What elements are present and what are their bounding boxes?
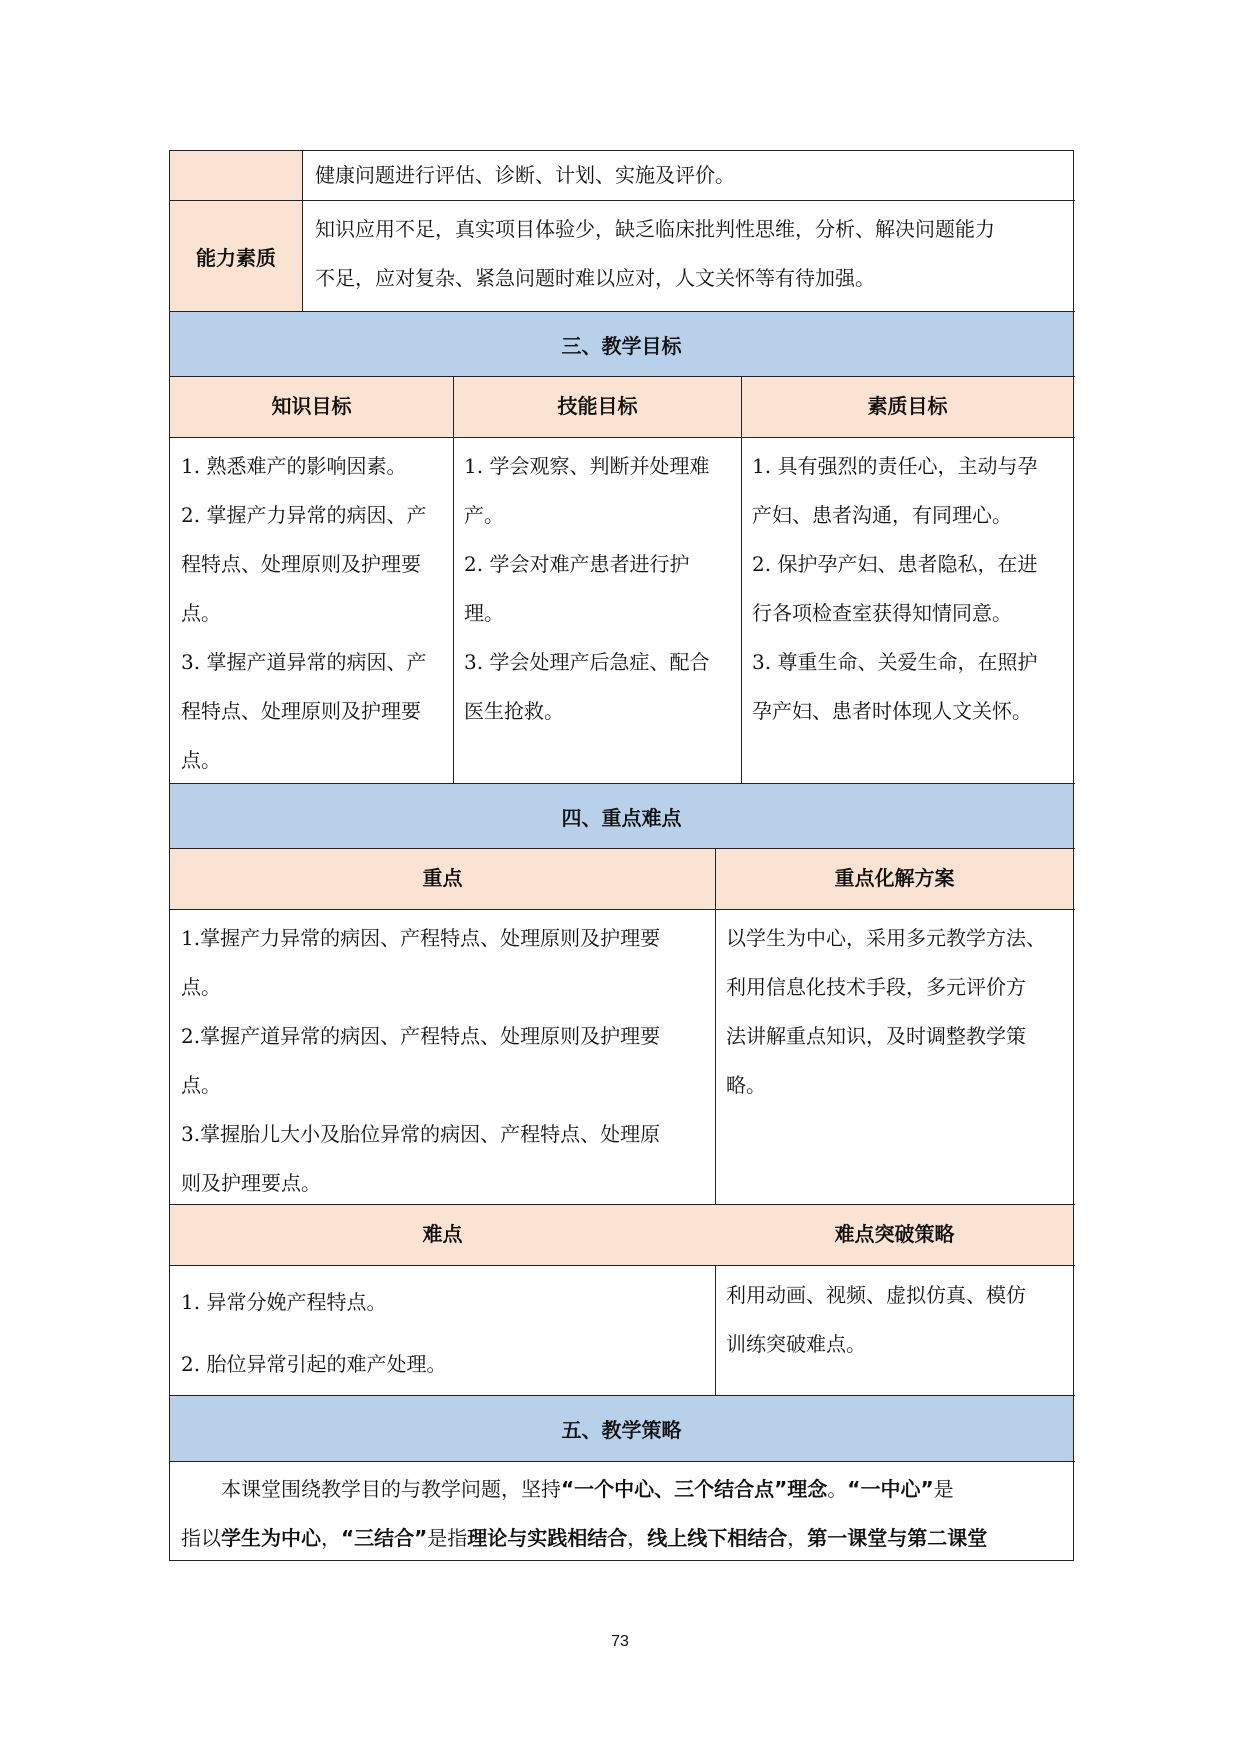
quality-goal-list: 1. 具有强烈的责任心，主动与孕 产妇、患者沟通，有同理心。 2. 保护孕产妇、患者隐私，在进 行各项检查室获得知情同意。 3. 尊重生命、关爱生命，在照护 孕产妇、患者时体现人文关怀。 <box>752 454 1038 723</box>
skill-goal-header: 技能目标 <box>557 393 638 418</box>
difficult-points-header: 难点 <box>422 1221 463 1246</box>
key-points-list: 1.掌握产力异常的病因、产程特点、处理原则及护理要 点。 2.掌握产道异常的病因、产程特点、处理原则及护理要 点。 3.掌握胎儿大小及胎位异常的病因、产程特点、处理原 则及护理要点。 <box>181 926 661 1195</box>
continuation-text: 健康问题进行评估、诊断、计划、实施及评价。 <box>315 163 735 187</box>
key-points-header: 重点 <box>422 865 463 890</box>
section5-title: 五、教学策略 <box>561 1418 682 1442</box>
ability-text: 知识应用不足，真实项目体验少，缺乏临床批判性思维，分析、解决问题能力 不足，应对复杂、紧急问题时难以应对，人文关怀等有待加强。 <box>315 217 995 290</box>
knowledge-goal-header: 知识目标 <box>271 393 352 418</box>
teaching-strategy-paragraph: 本课堂围绕教学目的与教学问题，坚持“一个中心、三个结合点”理念。“一中心”是 指以学生为中心，“三结合”是指理论与实践相结合，线上线下相结合，第一课堂与第二课堂 <box>181 1477 988 1550</box>
quality-goal-header: 素质目标 <box>867 393 948 418</box>
key-solution-header: 重点化解方案 <box>834 865 955 890</box>
empty-label-cell <box>170 151 302 200</box>
lesson-plan-table <box>169 150 1074 1561</box>
page-number: 73 <box>611 1633 629 1650</box>
difficult-strategy-header: 难点突破策略 <box>834 1221 955 1246</box>
section3-title: 三、教学目标 <box>561 333 682 358</box>
section4-title: 四、重点难点 <box>561 805 682 830</box>
difficult-points-list: 1. 异常分娩产程特点。 2. 胎位异常引起的难产处理。 <box>181 1290 447 1376</box>
key-solution-text: 以学生为中心，采用多元教学方法、 利用信息化技术手段，多元评价方 法讲解重点知识，及时调整教学策 略。 <box>726 926 1046 1097</box>
ability-label: 能力素质 <box>196 245 276 270</box>
skill-goal-list: 1. 学会观察、判断并处理难 产。 2. 学会对难产患者进行护 理。 3. 学会处理产后急症、配合 医生抢救。 <box>464 454 710 723</box>
difficult-strategy-text: 利用动画、视频、虚拟仿真、模仿 训练突破难点。 <box>726 1283 1026 1356</box>
knowledge-goal-list: 1. 熟悉难产的影响因素。 2. 掌握产力异常的病因、产 程特点、处理原则及护理要 点。 3. 掌握产道异常的病因、产 程特点、处理原则及护理要 点。 <box>181 454 427 772</box>
